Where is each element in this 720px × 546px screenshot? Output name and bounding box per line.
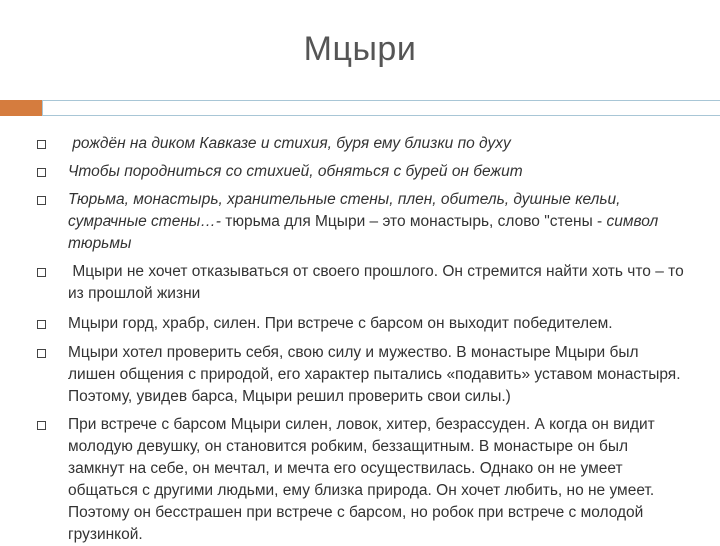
list-item: Мцыри не хочет отказываться от своего прошлого. Он стремится найти хоть что – то из прошлой жизни — [68, 263, 684, 302]
list-item: Мцыри горд, храбр, силен. При встрече с барсом он выходит победителем. — [68, 315, 613, 332]
list-item: рождён на диком Кавказе и стихия, буря ему близки по духу — [72, 135, 511, 152]
list-item: Чтобы породниться со стихией, обняться с бурей он бежит — [68, 163, 523, 180]
accent-block — [0, 100, 42, 116]
square-bullet-icon — [37, 140, 46, 149]
list-item: Мцыри хотел проверить себя, свою силу и мужество. В монастыре Мцыри был лишен общения с природой, его характер пытались «подавить» уставом монастыря. Поэтому, увидев барса, Мцыри решил проверить свои силы.) — [68, 344, 681, 405]
slide-title: Мцыри — [303, 30, 417, 68]
square-bullet-icon — [37, 421, 46, 430]
item-italic-part: Тюрьма, монастырь, хранительные стены, плен, обитель, душные кельи, сумрачные стены…- — [68, 191, 621, 230]
square-bullet-icon — [37, 196, 46, 205]
square-bullet-icon — [37, 349, 46, 358]
square-bullet-icon — [37, 268, 46, 277]
square-bullet-icon — [37, 168, 46, 177]
list-item — [68, 189, 688, 255]
item-normal-part: тюрьма для Мцыри – это монастырь, слово "стены - — [220, 213, 603, 230]
item-italic-end: символ тюрьмы — [68, 213, 659, 252]
square-bullet-icon — [37, 320, 46, 329]
header-rule — [42, 100, 720, 116]
list-item: При встрече с барсом Мцыри силен, ловок, хитер, безрассуден. А когда он видит молодую девушку, он становится робким, беззащитным. В монастыре он был замкнут на себе, он мечтал, и мечта его осуществилась. Однако он не умеет общаться с другими людьми, ему близка природа. Он хочет любить, но не умеет. Поэтому он бесстрашен при встрече с барсом, но робок при встрече с молодой грузинкой. — [68, 416, 655, 543]
